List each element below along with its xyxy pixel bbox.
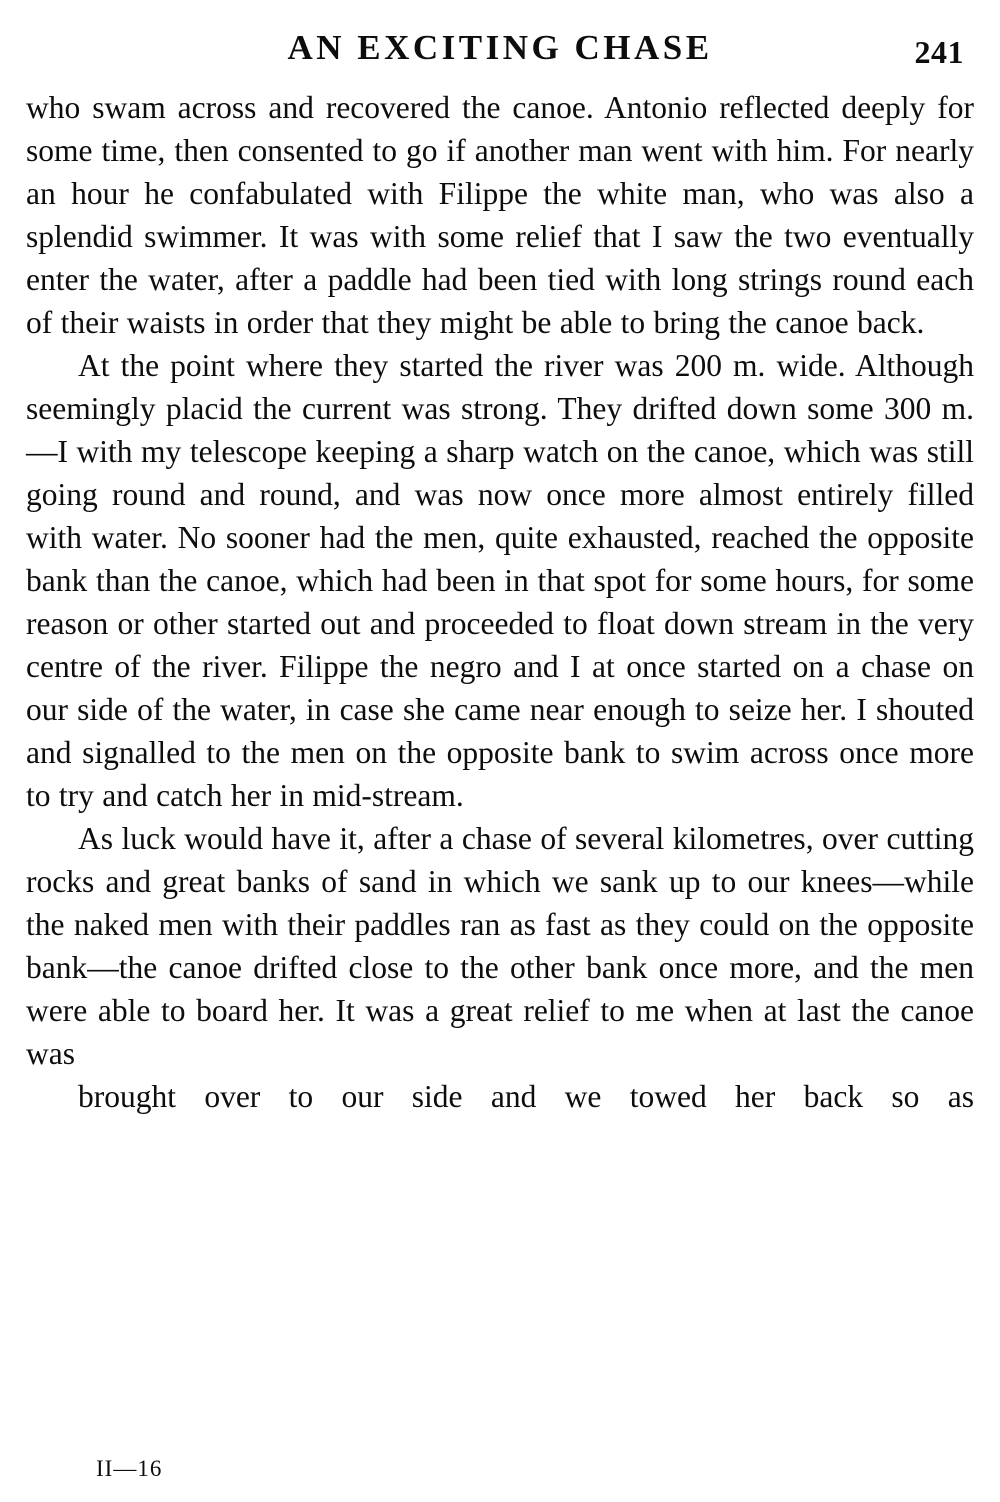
running-head (26, 28, 974, 82)
paragraph-2: At the point where they started the river was 200 m. wide. Although seemingly placid the current was strong. They drifted down some 300 m.—I with my telescope keeping a sharp watch on the canoe, which was still going round and round, and was now once more almost entirely filled with water. No sooner had the men, quite exhausted, reached the opposite bank than the canoe, which had been in that spot for some hours, for some reason or other started out and proceeded to float down stream in the very centre of the river. Filippe the negro and I at once started on a chase on our side of the water, in case she came near enough to seize her. I shouted and signalled to the men on the opposite bank to swim across once more to try and catch her in mid-stream. (26, 348, 974, 813)
page-title: AN EXCITING CHASE (287, 28, 713, 67)
signature-mark: II—16 (96, 1456, 163, 1481)
paragraph-3-last-line: brought over to our side and we towed her back so as (78, 1079, 974, 1114)
paragraph-3-main: As luck would have it, after a chase of several kilometres, over cutting rocks and great banks of sand in which we sank up to our knees—while the naked men with their paddles ran as fast as they could on the opposite bank—the canoe drifted close to the other bank once more, and the men were able to board her. It was a great relief to me when at last the canoe was (26, 821, 974, 1071)
page-number: 241 (914, 34, 964, 70)
paragraph-1: who swam across and recovered the canoe. Antonio reflected deeply for some time, then consented to go if another man went with him. For nearly an hour he confabulated with Filippe the white man, who was also a splendid swimmer. It was with some relief that I saw the two eventually enter the water, after a paddle had been tied with long strings round each of their waists in order that they might be able to bring the canoe back. (26, 90, 974, 340)
body-text (26, 86, 974, 1161)
paragraph-3 (26, 817, 974, 1161)
